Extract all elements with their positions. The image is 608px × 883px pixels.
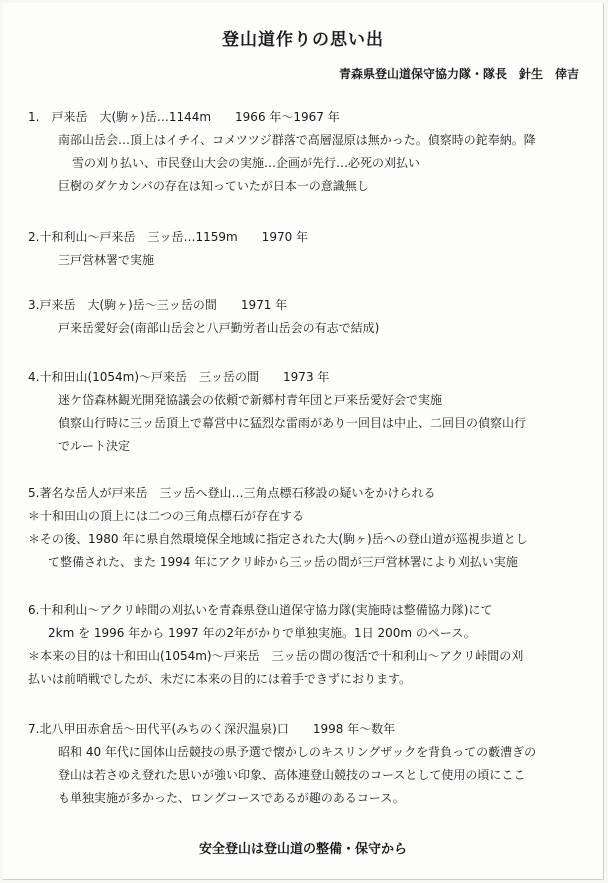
closing-slogan: 安全登山は登山道の整備・保守から xyxy=(198,842,407,857)
section-heading: 2.十和利山～戸来岳 三ッ岳…1159m 1970 年 xyxy=(28,230,309,244)
document-page xyxy=(3,3,604,880)
section-text: も単独実施が多かった、ロングコースであるが趣のあるコース。 xyxy=(58,791,405,805)
section-3 xyxy=(28,294,593,340)
section-2 xyxy=(28,226,593,272)
section-text: て整備された、また 1994 年にアクリ峠から三ッ岳の間が三戸営林署により刈払い実施 xyxy=(48,555,518,569)
section-text: 偵察山行時に三ッ岳頂上で幕営中に猛烈な雷雨があり一回目は中止、二回目の偵察山行 xyxy=(58,416,527,430)
section-7 xyxy=(28,718,593,810)
section-heading: 3.戸来岳 大(駒ヶ)岳～三ッ岳の間 1971 年 xyxy=(28,298,288,312)
section-heading: 5.著名な岳人が戸来岳 三ッ岳へ登山…三角点標石移設の疑いをかけられる xyxy=(28,486,436,500)
section-heading: 1. 戸来岳 大(駒ヶ)岳…1144m 1966 年～1967 年 xyxy=(28,110,340,124)
section-text: 登山は若さゆえ登れた思いが強い印象、高体連登山競技のコースとして使用の頃にここ xyxy=(58,768,526,782)
section-5 xyxy=(28,482,593,574)
document-title: 登山道作りの思い出 xyxy=(222,30,384,50)
section-text: 雪の刈り払い、市民登山大会の実施…企画が先行…必死の刈払い xyxy=(72,156,421,170)
author-line: 青森県登山道保守協力隊・隊長 針生 倖吉 xyxy=(338,67,579,81)
section-heading: 7.北八甲田赤倉岳～田代平(みちのく深沢温泉)口 1998 年～数年 xyxy=(28,722,396,736)
section-heading: 4.十和田山(1054m)～戸来岳 三ッ岳の間 1973 年 xyxy=(28,370,330,384)
section-heading: 6.十和利山～アクリ峠間の刈払いを青森県登山道保守協力隊(実施時は整備協力隊)にて xyxy=(28,603,493,617)
section-text: 巨樹のダケカンバの存在は知っていたが日本一の意識無し xyxy=(58,179,369,193)
section-6 xyxy=(28,599,593,691)
section-text: 三戸営林署で実施 xyxy=(58,253,155,267)
section-text: 戸来岳愛好会(南部山岳会と八戸勤労者山岳会の有志で結成) xyxy=(58,321,380,335)
section-text: 南部山岳会…頂上はイチイ、コメツツジ群落で高層湿原は無かった。偵察時の鉈奉納。降 xyxy=(58,133,536,147)
section-text: ＊本来の目的は十和田山(1054m)～戸来岳 三ッ岳の間の復活で十和利山～アクリ峠間の刈 xyxy=(28,649,524,663)
section-text: でルート決定 xyxy=(58,439,131,453)
section-text: 迷ケ岱森林観光開発協議会の依頼で新郷村青年団と戸来岳愛好会で実施 xyxy=(58,393,443,407)
section-text: 昭和 40 年代に国体山岳競技の県予選で懐かしのキスリングザックを背負っての藪漕ぎの xyxy=(58,745,537,759)
section-text: 払いは前哨戦でしたが、未だに本来の目的には着手できずにおります。 xyxy=(28,672,412,686)
section-text: 2km を 1996 年から 1997 年の2年がかりで単独実施。1日 200m のペース。 xyxy=(48,626,476,640)
section-text: ＊十和田山の頂上には二つの三角点標石が存在する xyxy=(28,509,305,523)
section-4 xyxy=(28,366,593,458)
section-1 xyxy=(28,106,593,198)
section-text: ＊その後、1980 年に県自然環境保全地域に指定された大(駒ヶ)岳への登山道が巡視歩道とし xyxy=(28,532,528,546)
